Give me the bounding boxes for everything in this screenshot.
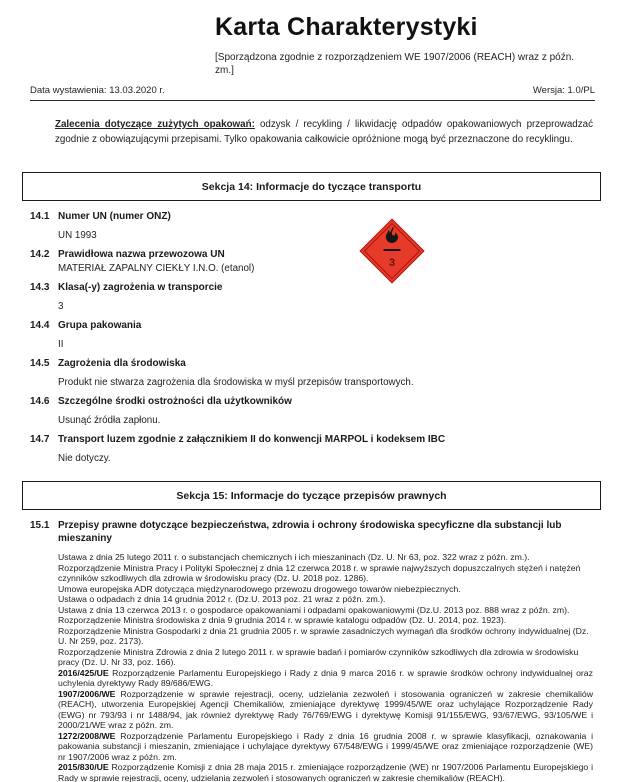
legal-paragraph-prefix: 1272/2008/WE xyxy=(58,730,121,741)
item-number: 14.1 xyxy=(30,211,50,222)
legal-paragraph-prefix: 2016/425/UE xyxy=(58,667,113,678)
legal-paragraph: Rozporządzenie Ministra Zdrowia z dnia 2 lutego 2011 r. w sprawie badań i pomiarów czynników szkodliwych dla zdrowia w środowisku pracy (Dz. U. Nr 33, poz. 166). xyxy=(58,646,579,667)
section-14-header: Sekcja 14: Informacje do tyczące transportu xyxy=(22,172,601,201)
packaging-recommendation-paragraph xyxy=(55,118,593,147)
recommendation-text: odzysk / recykling / likwidację odpadów opakowaniowych przeprowadzać zgodnie z obowiązującymi przepisami. Tylko opakowania całkowicie opróżnione mogą być przeznaczone do recyklingu. xyxy=(55,119,593,145)
section-14-items xyxy=(0,210,625,465)
section-item xyxy=(0,395,625,427)
legal-paragraph: Ustawa o odpadach z dnia 14 grudnia 2012 r. (Dz.U. 2013 poz. 21 wraz z późn. zm.). xyxy=(58,594,386,604)
legal-paragraph: 1272/2008/WE Rozporządzenie Parlamentu Europejskiego i Rady z dnia 16 grudnia 2008 r. w sprawie klasyfikacji, oznakowania i pakowania substancji i mieszanin, zmieniające i uchylające dyrektywy 67/548/EWG i 1999/45/WE oraz zmieniające rozporządzenie (WE) nr 1907/2006 wraz z późn. zm. xyxy=(58,730,594,762)
item-value: Usunąć źródła zapłonu. xyxy=(58,415,161,426)
version-label: Wersja: 1.0/PL xyxy=(532,85,595,96)
flame-icon xyxy=(381,226,403,248)
section-item xyxy=(0,433,625,465)
item-heading: Transport luzem zgodnie z załącznikiem II do konwencji MARPOL i kodeksem IBC xyxy=(58,434,446,445)
meta-row xyxy=(30,85,595,96)
issue-date: Data wystawienia: 13.03.2020 r. xyxy=(30,85,165,96)
legal-paragraph: Rozporządzenie Ministra Pracy i Polityki Społecznej z dnia 12 czerwca 2018 r. w sprawie najwyższych dopuszczalnych stężeń i natężeń czynników szkodliwych dla zdrowia w środowisku pracy (Dz. U. 2018 poz. 1286). xyxy=(58,562,581,583)
item-number: 14.2 xyxy=(30,249,50,260)
legal-paragraph-prefix: 2015/830/UE xyxy=(58,762,112,772)
item-number: 15.1 xyxy=(30,520,50,531)
section-15-item xyxy=(0,519,625,545)
item-heading: Zagrożenia dla środowiska xyxy=(58,358,186,369)
item-heading: Przepisy prawne dotyczące bezpieczeństwa, zdrowia i ochrony środowiska specyficzne dla substancji lub mieszaniny xyxy=(58,520,562,544)
item-heading: Klasa(-y) zagrożenia w transporcie xyxy=(58,282,223,293)
section-15-paragraphs xyxy=(58,552,593,782)
item-heading: Numer UN (numer ONZ) xyxy=(58,211,171,222)
item-number: 14.4 xyxy=(30,320,50,331)
item-value: 3 xyxy=(58,301,64,312)
page-subtitle: [Sporządzona zgodnie z rozporządzeniem WE 1907/2006 (REACH) wraz z późn. zm.] xyxy=(215,52,575,76)
legal-paragraph: Ustawa z dnia 25 lutego 2011 r. o substancjach chemicznych i ich mieszaninach (Dz. U. Nr 63, poz. 322 wraz z późn. zm.). xyxy=(58,552,530,562)
legal-paragraph: 1907/2006/WE Rozporządzenie w sprawie rejestracji, oceny, udzielania zezwoleń i stosowania ograniczeń w zakresie chemikaliów (REACH), utworzenia Europejskiej Agencji Chemikaliów, zmieniające dyrektywę 1999/45/WE oraz uchylające Rozporządzenie Rady (EWG) nr 793/93 i nr 1488/94, jak również dyrektywę Rady 76/769/EWG i dyrektywę Komisji 91/155/EWG, 93/67/EWG, 93/105/WE i 2000/21/WE wraz z późn. zm. xyxy=(58,688,593,730)
flame-underline-bar xyxy=(384,249,401,251)
legal-paragraph: 2016/425/UE Rozporządzenie Parlamentu Europejskiego i Rady z dnia 9 marca 2016 r. w sprawie środków ochrony indywidualnej oraz uchylenia dyrektywy Rady 89/686/EWG. xyxy=(58,667,593,688)
item-heading: Szczególne środki ostrożności dla użytkowników xyxy=(58,396,292,407)
section-item xyxy=(0,357,625,389)
legal-paragraph: Rozporządzenie Ministra środowiska z dnia 9 grudnia 2014 r. w sprawie katalogu odpadów (Dz. U. 2014, poz. 1923). xyxy=(58,615,507,625)
legal-paragraph: Rozporządzenie Ministra Gospodarki z dnia 21 grudnia 2005 r. w sprawie zasadniczych wymagań dla środków ochrony indywidualnej (Dz. U. Nr 259, poz. 2173). xyxy=(58,625,589,646)
section-item xyxy=(0,210,625,242)
legal-paragraph: Umowa europejska ADR dotycząca międzynarodowego przewozu drogowego towarów niebezpiecznych. xyxy=(58,583,461,594)
item-number: 14.7 xyxy=(30,434,50,445)
recommendation-lead: Zalecenia dotyczące zużytych opakowań: xyxy=(55,119,255,130)
item-value: Produkt nie stwarza zagrożenia dla środowiska w myśl przepisów transportowych. xyxy=(58,377,414,388)
item-number: 14.5 xyxy=(30,358,50,369)
document-header xyxy=(0,0,625,77)
item-value: UN 1993 xyxy=(58,230,97,241)
hazard-placard-class-3 xyxy=(359,218,425,284)
legal-paragraph: 2015/830/UE Rozporządzenie Komisji z dnia 28 maja 2015 r. zmieniające rozporządzenie (WE) nr 1907/2006 Parlamentu Europejskiego i Rady w sprawie rejestracji, oceny, udzielania zezwoleń i stosowanych ograniczeń w zakresie chemikaliów (REACH). xyxy=(58,762,593,782)
item-number: 14.3 xyxy=(30,282,50,293)
section-15-header: Sekcja 15: Informacje do tyczące przepisów prawnych xyxy=(22,481,601,510)
item-heading: Prawidłowa nazwa przewozowa UN xyxy=(58,249,225,260)
item-heading: Grupa pakowania xyxy=(58,320,142,331)
section-item xyxy=(0,319,625,351)
section-item xyxy=(0,248,625,275)
legal-paragraph-prefix: 1907/2006/WE xyxy=(58,688,121,699)
hazard-class-number: 3 xyxy=(388,257,396,269)
header-divider xyxy=(30,100,595,101)
section-item xyxy=(0,281,625,313)
item-number: 14.6 xyxy=(30,396,50,407)
page-title: Karta Charakterystyki xyxy=(215,13,478,41)
item-value: Nie dotyczy. xyxy=(58,453,111,464)
item-value: MATERIAŁ ZAPALNY CIEKŁY I.N.O. (etanol) xyxy=(58,263,255,274)
legal-paragraph: Ustawa z dnia 13 czerwca 2013 r. o gospodarce opakowaniami i odpadami opakowaniowymi (Dz.U. 2013 poz. 888 wraz z późn. zm). xyxy=(58,604,570,615)
item-value: II xyxy=(58,339,64,350)
